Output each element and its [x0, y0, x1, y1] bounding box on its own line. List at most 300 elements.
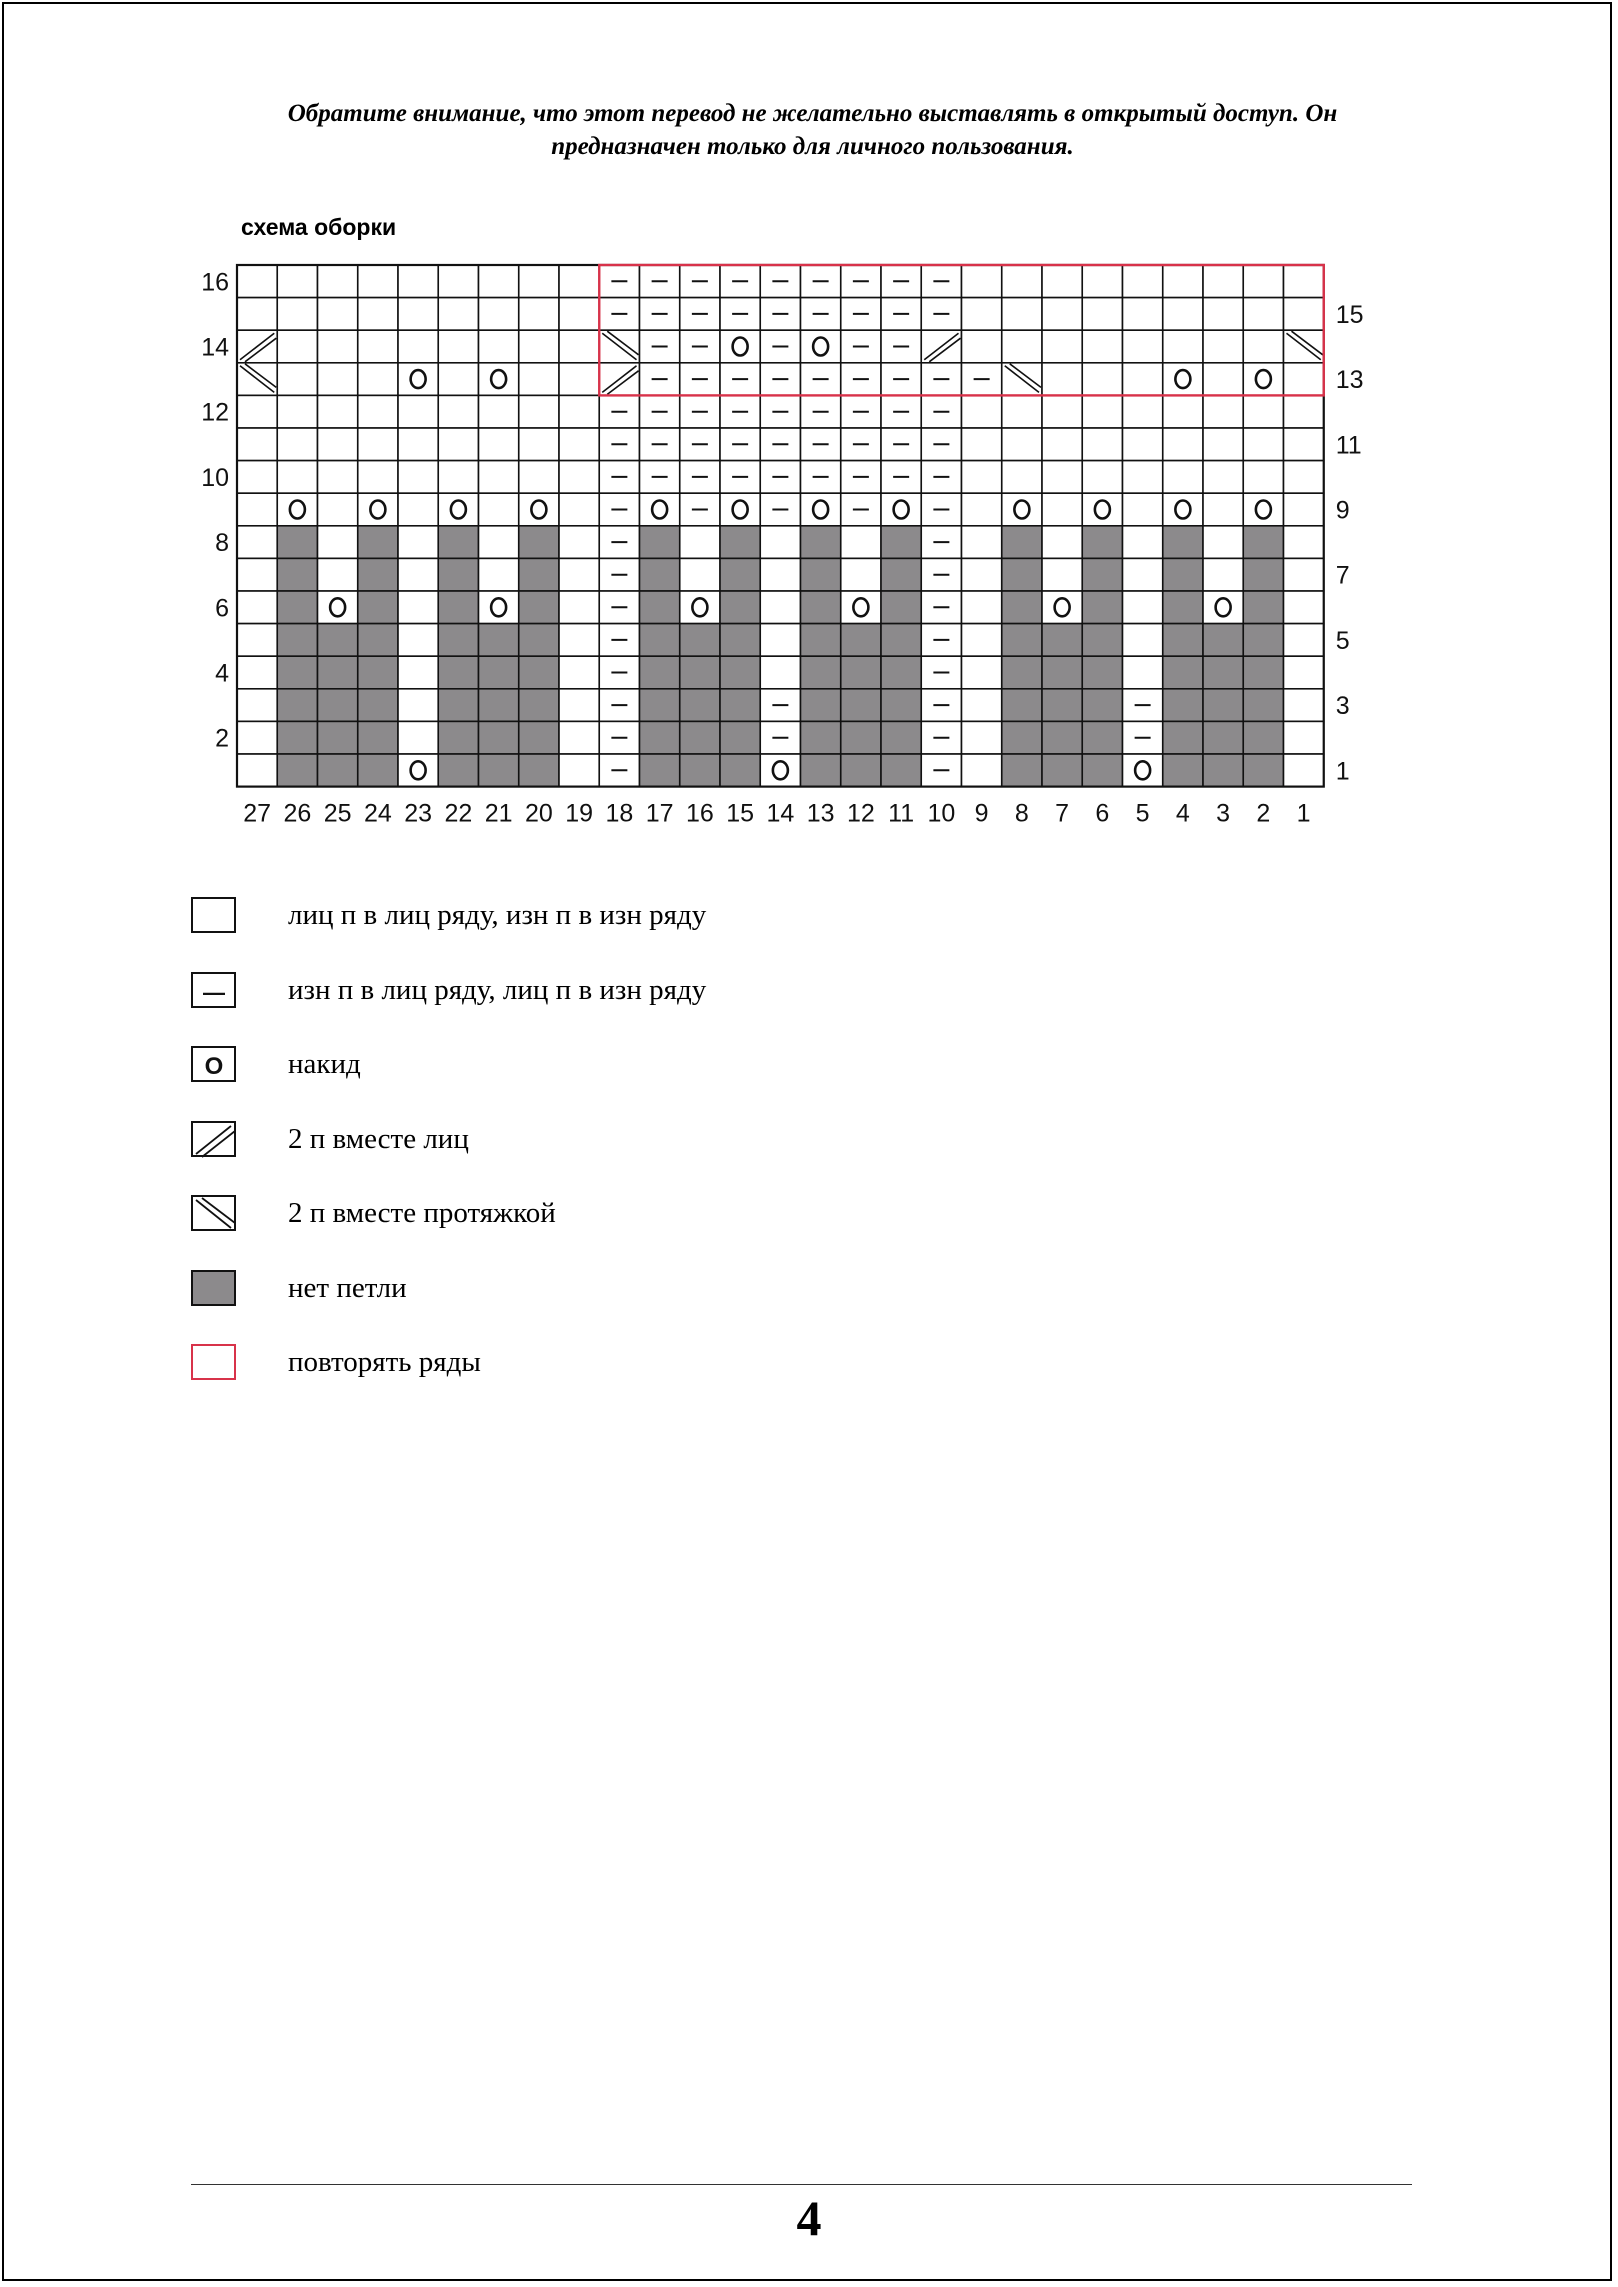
chart-cell: [519, 428, 559, 461]
chart-cell: [438, 591, 478, 624]
legend-item: [191, 1046, 891, 1086]
legend-label: 2 п вместе протяжкой: [288, 1197, 556, 1229]
chart-cell: [237, 721, 277, 754]
chart-cell: [277, 265, 317, 298]
chart-cell: [438, 754, 478, 787]
chart-cell: [398, 298, 438, 331]
chart-cell: [237, 656, 277, 689]
chart-cell: [277, 558, 317, 591]
chart-cell: [1123, 754, 1163, 787]
chart-cell: [640, 689, 680, 722]
chart-cell: [559, 298, 599, 331]
chart-cell: [1163, 624, 1203, 657]
chart-cell: [398, 363, 438, 396]
column-label: 8: [1014, 799, 1029, 828]
chart-cell: [841, 591, 881, 624]
chart-cell: [438, 689, 478, 722]
chart-cell: [1002, 461, 1042, 494]
chart-cell: [801, 558, 841, 591]
row-label-left: 10: [201, 463, 229, 492]
chart-cell: [318, 298, 358, 331]
chart-cell: [881, 558, 921, 591]
chart-cell: [1243, 363, 1283, 396]
chart-cell: [237, 428, 277, 461]
chart-cell: [559, 754, 599, 787]
chart-cell: [962, 298, 1002, 331]
row-label-right: 5: [1335, 626, 1350, 655]
chart-cell: [881, 493, 921, 526]
chart-cell: [801, 624, 841, 657]
chart-cell: [318, 330, 358, 363]
chart-cell: [318, 395, 358, 428]
chart-cell: [559, 591, 599, 624]
chart-cell: [318, 558, 358, 591]
chart-cell: [559, 461, 599, 494]
chart-cell: [1123, 330, 1163, 363]
chart-cell: [519, 493, 559, 526]
chart-cell: [277, 363, 317, 396]
column-label: 2: [1256, 799, 1271, 828]
chart-cell: [1042, 754, 1082, 787]
chart-cell: [1203, 754, 1243, 787]
chart-cell: [358, 298, 398, 331]
chart-cell: [1284, 721, 1324, 754]
ssk-icon: [191, 1195, 236, 1231]
chart-cell: [801, 721, 841, 754]
chart-cell: [318, 428, 358, 461]
chart-cell: [962, 624, 1002, 657]
row-label-right: 13: [1335, 366, 1364, 395]
legend-label: 2 п вместе лиц: [288, 1122, 469, 1155]
chart-cell: [841, 689, 881, 722]
column-label: 3: [1216, 799, 1231, 828]
chart-cell: [358, 395, 398, 428]
chart-cell: [1163, 754, 1203, 787]
chart-cell: [760, 624, 800, 657]
row-label-left: 2: [215, 724, 229, 753]
chart-cell: [237, 461, 277, 494]
chart-cell: [680, 624, 720, 657]
chart-cell: [358, 624, 398, 657]
chart-cell: [559, 428, 599, 461]
chart-cell: [1163, 428, 1203, 461]
chart-cell: [1123, 298, 1163, 331]
chart-cell: [720, 754, 760, 787]
chart-cell: [277, 689, 317, 722]
chart-cell: [962, 493, 1002, 526]
chart-cell: [358, 493, 398, 526]
column-label: 11: [888, 799, 915, 828]
chart-cell: [1123, 526, 1163, 559]
chart-cell: [398, 493, 438, 526]
chart-cell: [277, 624, 317, 657]
no-stitch-icon: [191, 1270, 236, 1306]
chart-cell: [801, 330, 841, 363]
repeat-box-icon: [191, 1344, 236, 1380]
chart-cell: [640, 558, 680, 591]
column-label: 25: [323, 799, 352, 828]
chart-title: схема оборки: [241, 214, 397, 240]
column-label: 22: [444, 799, 473, 828]
chart-cell: [237, 754, 277, 787]
chart-cell: [1284, 558, 1324, 591]
chart-cell: [1243, 493, 1283, 526]
column-label: 27: [243, 799, 272, 828]
chart-cell: [841, 656, 881, 689]
chart-cell: [277, 428, 317, 461]
chart-cell: [1284, 395, 1324, 428]
column-label: 1: [1296, 799, 1311, 828]
chart-cell: [1243, 265, 1283, 298]
chart-cell: [1042, 265, 1082, 298]
chart-cell: [1082, 656, 1122, 689]
chart-cell: [1284, 656, 1324, 689]
chart-cell: [640, 624, 680, 657]
chart-cell: [1123, 493, 1163, 526]
chart-cell: [1002, 265, 1042, 298]
chart-cell: [358, 265, 398, 298]
chart-cell: [1163, 363, 1203, 396]
chart-cell: [962, 330, 1002, 363]
chart-cell: [318, 754, 358, 787]
chart-cell: [559, 330, 599, 363]
chart-cell: [881, 526, 921, 559]
chart-cell: [841, 754, 881, 787]
chart-cell: [237, 526, 277, 559]
knit-square-icon: [191, 897, 236, 933]
chart-cell: [881, 624, 921, 657]
chart-cell: [277, 526, 317, 559]
chart-cell: [519, 461, 559, 494]
chart-cell: [318, 689, 358, 722]
column-label: 21: [484, 799, 513, 828]
chart-cell: [479, 461, 519, 494]
chart-cell: [237, 689, 277, 722]
chart-cell: [438, 493, 478, 526]
chart-cell: [1042, 428, 1082, 461]
chart-cell: [962, 591, 1002, 624]
svg-text:—: —: [203, 979, 225, 1005]
row-label-left: 4: [215, 659, 229, 688]
row-label-left: 16: [201, 268, 229, 297]
legend-label: накид: [288, 1048, 361, 1080]
chart-cell: [398, 558, 438, 591]
chart-cell: [1123, 624, 1163, 657]
chart-cell: [438, 558, 478, 591]
chart-cell: [760, 591, 800, 624]
chart-cell: [1243, 721, 1283, 754]
chart-cell: [1082, 461, 1122, 494]
chart-cell: [358, 526, 398, 559]
chart-cell: [398, 428, 438, 461]
column-label: 5: [1135, 799, 1150, 828]
chart-cell: [277, 461, 317, 494]
chart-cell: [559, 493, 599, 526]
column-label: 24: [363, 799, 392, 828]
chart-cell: [519, 656, 559, 689]
chart-cell: [1002, 493, 1042, 526]
chart-cell: [398, 656, 438, 689]
row-label-right: 9: [1335, 496, 1350, 525]
chart-cell: [398, 330, 438, 363]
legend-label: нет петли: [288, 1271, 407, 1304]
chart-cell: [519, 624, 559, 657]
chart-cell: [519, 754, 559, 787]
chart-cell: [640, 656, 680, 689]
chart-cell: [1203, 265, 1243, 298]
chart-cell: [438, 721, 478, 754]
chart-cell: [1243, 558, 1283, 591]
chart-cell: [559, 558, 599, 591]
chart-cell: [1042, 298, 1082, 331]
chart-cell: [1203, 624, 1243, 657]
chart-cell: [1002, 624, 1042, 657]
chart-cell: [358, 330, 398, 363]
column-label: 15: [726, 799, 755, 828]
chart-cell: [1203, 558, 1243, 591]
column-label: 7: [1055, 799, 1070, 828]
column-label: 18: [605, 799, 634, 828]
chart-cell: [720, 656, 760, 689]
chart-cell: [640, 591, 680, 624]
row-label-left: 8: [215, 529, 229, 558]
column-label: 13: [806, 799, 835, 828]
purl-dash-icon: [191, 972, 236, 1008]
row-label-right: 11: [1335, 431, 1362, 460]
legend-label: изн п в лиц ряду, лиц п в изн ряду: [288, 973, 707, 1006]
chart-cell: [519, 363, 559, 396]
chart-cell: [559, 689, 599, 722]
chart-cell: [519, 298, 559, 331]
column-label: 19: [565, 799, 594, 828]
chart-cell: [720, 526, 760, 559]
chart-cell: [277, 721, 317, 754]
chart-cell: [801, 754, 841, 787]
chart-cell: [1042, 721, 1082, 754]
chart-cell: [1082, 526, 1122, 559]
chart-cell: [680, 754, 720, 787]
chart-cell: [801, 493, 841, 526]
column-label: 12: [846, 799, 875, 828]
column-label: 4: [1175, 799, 1190, 828]
chart-cell: [358, 461, 398, 494]
row-label-right: 7: [1335, 561, 1350, 590]
chart-cell: [1123, 461, 1163, 494]
chart-cell: [841, 558, 881, 591]
column-label: 10: [927, 799, 956, 828]
chart-cell: [438, 461, 478, 494]
chart-cell: [680, 591, 720, 624]
chart-cell: [559, 721, 599, 754]
chart-cell: [438, 656, 478, 689]
legend-item: [191, 1121, 891, 1161]
chart-cell: [519, 395, 559, 428]
chart-cell: [801, 526, 841, 559]
chart-cell: [962, 526, 1002, 559]
chart-cell: [398, 461, 438, 494]
chart-cell: [479, 754, 519, 787]
chart-cell: [962, 428, 1002, 461]
chart-cell: [237, 395, 277, 428]
chart-cell: [318, 526, 358, 559]
chart-cell: [479, 330, 519, 363]
chart-cell: [962, 395, 1002, 428]
chart-cell: [479, 721, 519, 754]
chart-cell: [438, 395, 478, 428]
chart-cell: [358, 428, 398, 461]
chart-cell: [801, 591, 841, 624]
chart-cell: [1123, 265, 1163, 298]
row-label-left: 6: [215, 594, 229, 623]
chart-cell: [1243, 689, 1283, 722]
chart-cell: [1284, 754, 1324, 787]
chart-cell: [680, 526, 720, 559]
column-label: 26: [283, 799, 312, 828]
chart-cell: [1243, 624, 1283, 657]
chart-cell: [1284, 265, 1324, 298]
chart-cell: [519, 265, 559, 298]
chart-cell: [680, 656, 720, 689]
chart-cell: [1203, 428, 1243, 461]
chart-cell: [1163, 298, 1203, 331]
chart-cell: [1203, 656, 1243, 689]
chart-cell: [277, 591, 317, 624]
chart-cell: [1203, 591, 1243, 624]
chart-cell: [1163, 526, 1203, 559]
chart-cell: [962, 558, 1002, 591]
chart-cell: [1243, 754, 1283, 787]
chart-cell: [1082, 721, 1122, 754]
chart-cell: [1284, 363, 1324, 396]
chart-cell: [1163, 330, 1203, 363]
chart-cell: [1243, 656, 1283, 689]
column-label: 23: [404, 799, 433, 828]
chart-cell: [881, 754, 921, 787]
chart-cell: [358, 754, 398, 787]
chart-cell: [841, 721, 881, 754]
chart-cell: [1284, 461, 1324, 494]
chart-cell: [1284, 298, 1324, 331]
chart-cell: [1284, 591, 1324, 624]
chart-cell: [1042, 330, 1082, 363]
chart-cell: [680, 721, 720, 754]
chart-cell: [1123, 656, 1163, 689]
chart-cell: [559, 363, 599, 396]
chart-cell: [559, 526, 599, 559]
chart-cell: [881, 689, 921, 722]
chart-cell: [1203, 395, 1243, 428]
row-label-right: 1: [1335, 757, 1350, 786]
chart-cell: [1082, 363, 1122, 396]
column-label: 14: [766, 799, 795, 828]
chart-cell: [1243, 591, 1283, 624]
column-label: 6: [1095, 799, 1110, 828]
row-label-right: 15: [1335, 300, 1364, 329]
chart-cell: [318, 493, 358, 526]
chart-cell: [760, 526, 800, 559]
chart-cell: [519, 591, 559, 624]
chart-cell: [237, 265, 277, 298]
chart-cell: [237, 493, 277, 526]
chart-cell: [237, 298, 277, 331]
chart-cell: [438, 298, 478, 331]
chart-cell: [1082, 395, 1122, 428]
chart-cell: [559, 265, 599, 298]
legend-label: повторять ряды: [288, 1346, 481, 1378]
chart-cell: [479, 591, 519, 624]
chart-cell: [962, 689, 1002, 722]
chart-cell: [519, 330, 559, 363]
chart-cell: [479, 689, 519, 722]
chart-cell: [398, 395, 438, 428]
chart-cell: [1284, 493, 1324, 526]
chart-cell: [1243, 428, 1283, 461]
chart-cell: [760, 558, 800, 591]
chart-cell: [1042, 624, 1082, 657]
chart-cell: [398, 591, 438, 624]
legend-item: [191, 1270, 891, 1310]
chart-cell: [1203, 298, 1243, 331]
chart-cell: [1042, 591, 1082, 624]
chart-cell: [640, 721, 680, 754]
chart-cell: [1082, 624, 1122, 657]
chart-cell: [1082, 591, 1122, 624]
chart-cell: [1002, 689, 1042, 722]
chart-cell: [398, 689, 438, 722]
chart-cell: [1002, 591, 1042, 624]
chart-cell: [680, 558, 720, 591]
chart-cell: [1163, 265, 1203, 298]
chart-cell: [277, 754, 317, 787]
chart-cell: [277, 330, 317, 363]
chart-cell: [1243, 330, 1283, 363]
chart-cell: [962, 754, 1002, 787]
chart-cell: [720, 721, 760, 754]
chart-cell: [1203, 461, 1243, 494]
chart-cell: [962, 461, 1002, 494]
chart-cell: [559, 395, 599, 428]
chart-cell: [277, 493, 317, 526]
chart-cell: [1082, 558, 1122, 591]
chart-cell: [1163, 721, 1203, 754]
chart-cell: [1042, 689, 1082, 722]
chart-cell: [1163, 591, 1203, 624]
page-number: 4: [796, 2190, 822, 2246]
chart-cell: [841, 624, 881, 657]
chart-cell: [1042, 461, 1082, 494]
chart-cell: [801, 656, 841, 689]
chart-cell: [1082, 298, 1122, 331]
chart-cell: [277, 395, 317, 428]
chart-cell: [438, 428, 478, 461]
chart-cell: [318, 624, 358, 657]
chart-cell: [1082, 265, 1122, 298]
k2tog-icon: [191, 1121, 236, 1157]
chart-cell: [1203, 721, 1243, 754]
chart-cell: [962, 265, 1002, 298]
chart-cell: [519, 558, 559, 591]
chart-cell: [1042, 363, 1082, 396]
chart-cell: [720, 558, 760, 591]
chart-cell: [398, 265, 438, 298]
chart-cell: [358, 591, 398, 624]
chart-cell: [318, 363, 358, 396]
chart-cell: [1284, 624, 1324, 657]
chart-cell: [438, 363, 478, 396]
legend-item: [191, 1344, 891, 1384]
chart-cell: [318, 656, 358, 689]
chart-cell: [1163, 493, 1203, 526]
